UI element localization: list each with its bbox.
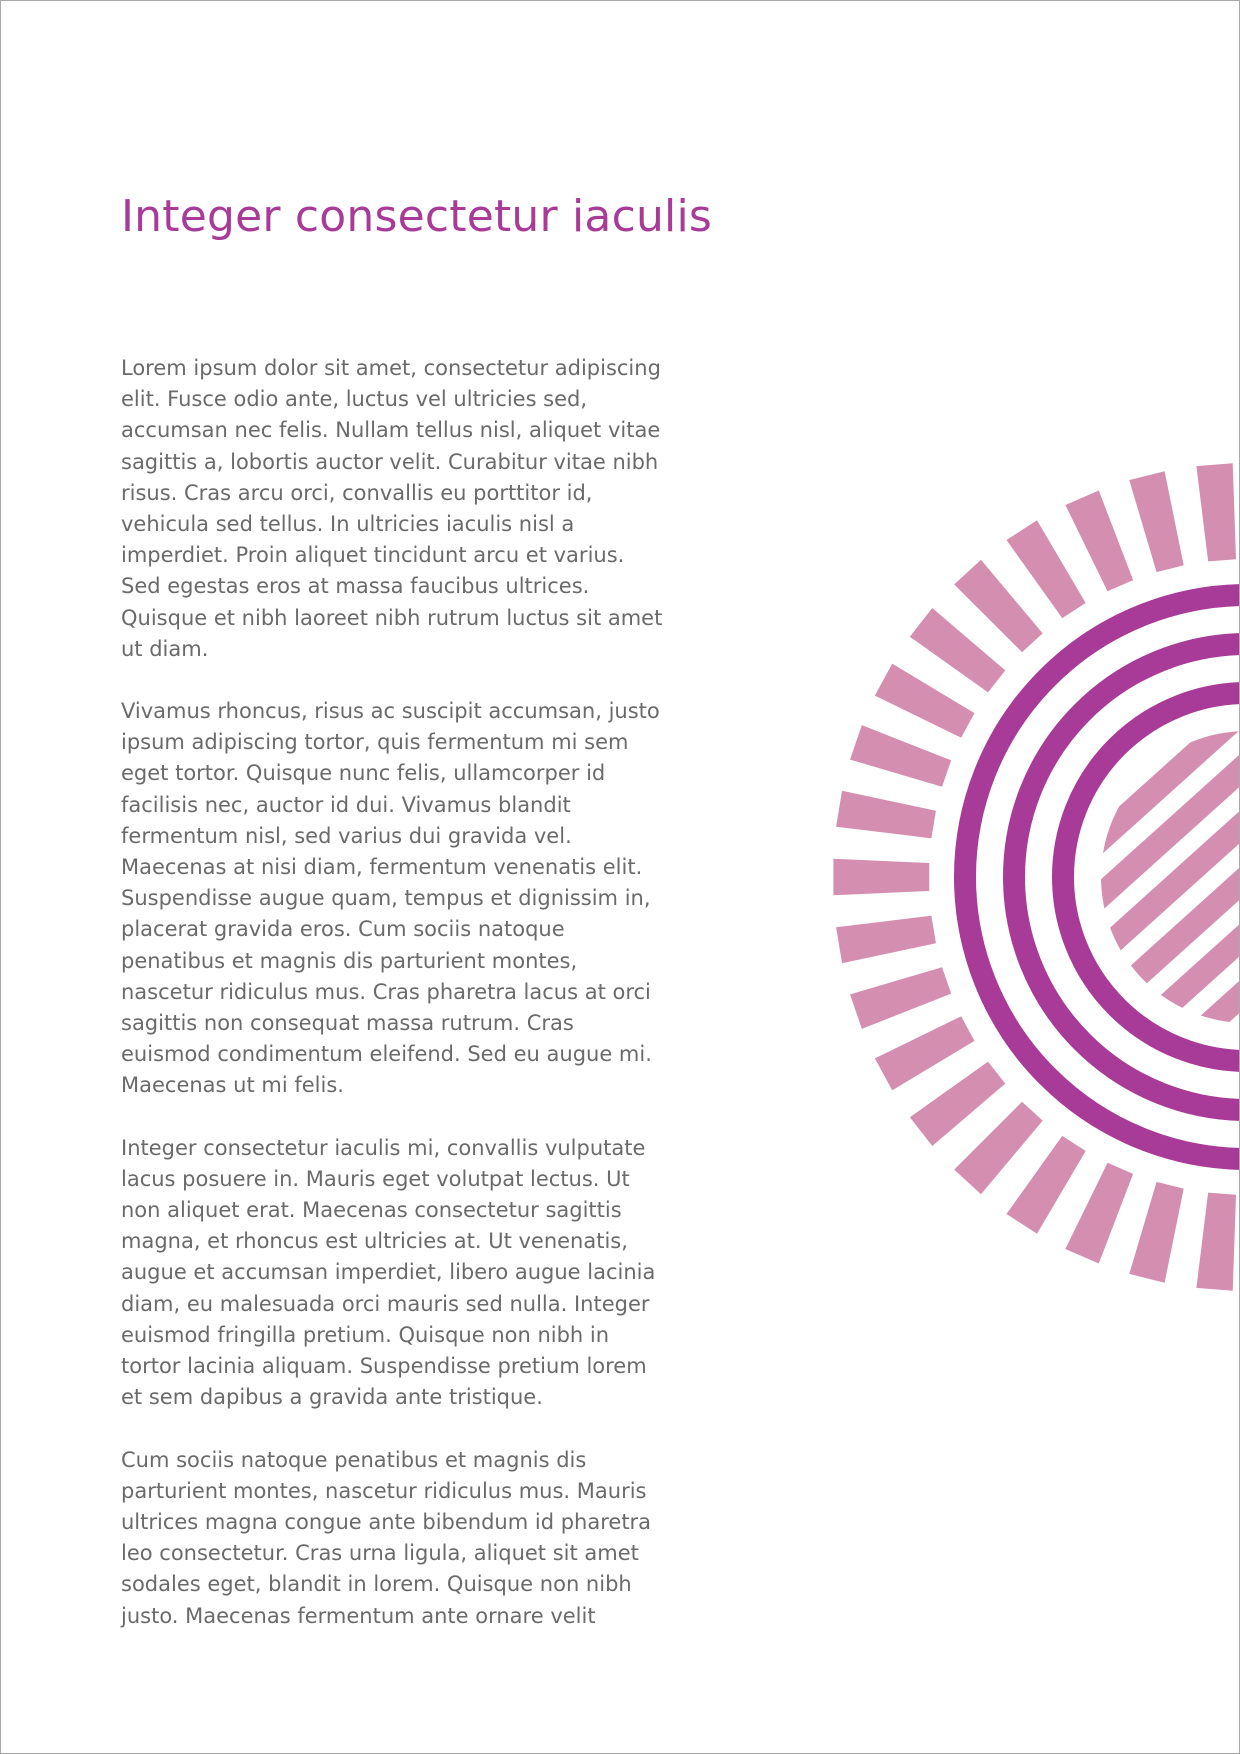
disc-stripe xyxy=(970,632,1240,1185)
concentric-rings xyxy=(965,595,1240,1159)
concentric-ring xyxy=(1014,644,1240,1110)
disc-stripe xyxy=(942,600,1240,1153)
disc-stripe xyxy=(801,444,1240,997)
paragraph-2: Vivamus rhoncus, risus ac suscipit accumsan, justo ipsum adipiscing tortor, quis fermentum mi sem eget tortor. Quisque nunc felis, ullamcorper id facilisis nec, auctor id dui. Vivamus blandit fermentum nisl, sed varius dui gravida vel. Maecenas at nisi diam, fermentum venenatis elit. Suspendisse augue quam, tempus et dignissim in, placerat gravida eros. Cum sociis natoque penatibus et magnis dis parturient montes, nascetur ridiculus mus. Cras pharetra lacus at orci sagittis non consequat massa rutrum. Cras euismod condimentum eleifend. Sed eu augue mi. Maecenas ut mi felis. xyxy=(121,699,660,1098)
paragraph-3: Integer consectetur iaculis mi, convallis vulputate lacus posuere in. Mauris eget volutpat lectus. Ut non aliquet erat. Maecenas consectetur sagittis magna, et rhoncus est ultricies at. Ut venenatis, augue et accumsan imperdiet, libero augue lacinia diam, eu malesuada orci mauris sed nulla. Integer euismod fringilla pretium. Quisque non nibh in tortor lacinia aliquam. Suspendisse pretium lorem et sem dapibus a gravida ante tristique. xyxy=(121,1135,656,1410)
sunburst-ray xyxy=(910,608,1005,692)
sunburst-ray xyxy=(850,725,951,787)
disc-stripe xyxy=(1054,725,1240,1278)
sunburst-ray xyxy=(954,1102,1043,1194)
disc-stripe xyxy=(773,413,1240,966)
concentric-ring xyxy=(965,595,1240,1159)
disc-stripe xyxy=(1167,850,1240,1403)
sunburst-ray xyxy=(1065,490,1133,591)
disc-stripe xyxy=(1138,819,1240,1372)
sunburst-rays xyxy=(833,463,1236,1291)
disc-stripe xyxy=(914,569,1240,1122)
body-text xyxy=(121,353,711,1663)
disc-stripe xyxy=(857,507,1240,1060)
sunburst-ray xyxy=(1196,1193,1236,1291)
sunburst-ray xyxy=(910,1062,1005,1146)
disc-stripe xyxy=(745,382,1240,935)
sunburst-ray xyxy=(836,791,936,839)
sunburst-ray xyxy=(1065,1163,1133,1264)
concentric-ring xyxy=(1063,693,1240,1061)
disc-stripe xyxy=(717,351,1240,904)
paragraph-1: Lorem ipsum dolor sit amet, consectetur adipiscing elit. Fusce odio ante, luctus vel ultricies sed, accumsan nec felis. Nullam tellus nisl, aliquet vitae sagittis a, lobortis auctor velit. Curabitur vitae nibh risus. Cras arcu orci, convallis eu porttitor id, vehicula sed tellus. In ultricies iaculis nisl a imperdiet. Proin aliquet tincidunt arcu et varius. Sed egestas eros at massa faucibus ultrices. Quisque et nibh laoreet nibh rutrum luctus sit amet ut diam. xyxy=(121,356,663,661)
page-title: Integer consectetur iaculis xyxy=(121,191,713,242)
sunburst-ray xyxy=(1129,1182,1183,1283)
sunburst-ray xyxy=(850,967,951,1029)
disc-stripe xyxy=(998,663,1240,1216)
sunburst-ray xyxy=(875,664,975,738)
sunburst-ray xyxy=(875,1016,975,1090)
sunburst-ray xyxy=(1196,463,1236,561)
striped-disc xyxy=(717,351,1240,1404)
sunburst-ray xyxy=(833,859,929,895)
disc-stripe xyxy=(1082,756,1240,1309)
sunburst-ray xyxy=(1006,520,1085,618)
sunburst-ray xyxy=(836,916,936,964)
sunburst-ray xyxy=(1006,1136,1085,1234)
disc-stripe xyxy=(829,476,1240,1029)
sunburst-ray xyxy=(1129,471,1183,572)
paragraph-4: Cum sociis natoque penatibus et magnis dis parturient montes, nascetur ridiculus mus. Mauris ultrices magna congue ante bibendum id pharetra leo consectetur. Cras urna ligula, aliquet sit amet sodales eget, blandit in lorem. Quisque non nibh justo. Maecenas fermentum ante ornare velit xyxy=(121,1447,652,1628)
disc-stripe xyxy=(886,538,1240,1091)
disc-stripe xyxy=(1026,694,1240,1247)
sunburst-ray xyxy=(954,560,1043,652)
disc-stripe xyxy=(1110,788,1240,1341)
